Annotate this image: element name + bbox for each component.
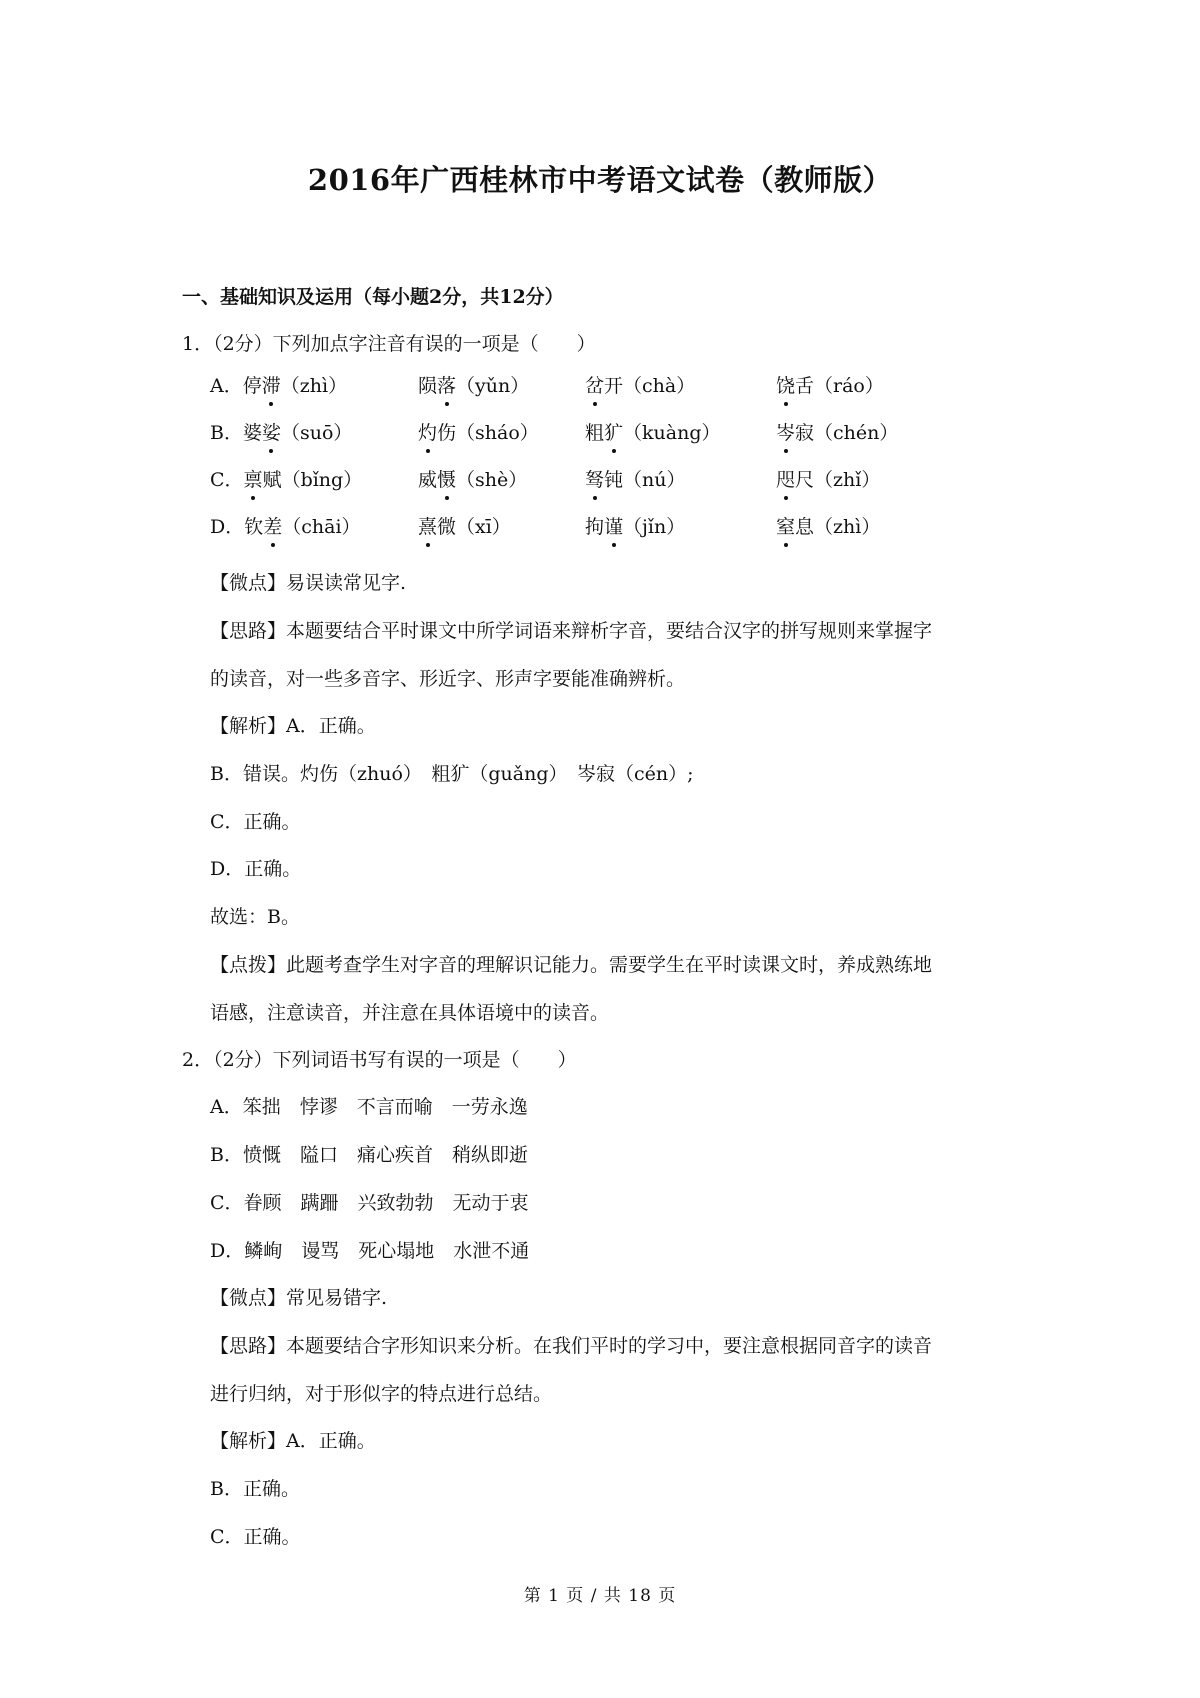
q1-jiexi: 【解析】A．正确。 <box>210 715 376 737</box>
option-text-suffix: 寂（chén） <box>795 422 899 444</box>
dotted-character: 落 <box>437 375 457 397</box>
q1-option-d-item-3 <box>585 514 685 540</box>
option-text-suffix: 尺（zhǐ） <box>795 469 881 491</box>
dotted-character: 禀 <box>243 469 263 491</box>
option-text-suffix: （suō） <box>280 422 353 444</box>
dotted-character: 岔 <box>585 375 605 397</box>
q2-jiexi-c: C．正确。 <box>210 1526 301 1548</box>
option-text-suffix: （shè） <box>456 469 528 491</box>
dotted-character: 驽 <box>585 469 605 491</box>
dotted-character: 滞 <box>261 375 281 397</box>
q2-option-c: C．眷顾 蹒跚 兴致勃勃 无动于衷 <box>210 1192 529 1214</box>
q1-option-a-item-2 <box>418 373 529 399</box>
option-text-prefix: 拘 <box>585 516 605 538</box>
q1-option-d-item-2 <box>418 514 511 540</box>
option-text-prefix: D．钦 <box>210 516 264 538</box>
q1-option-d-item-4 <box>776 514 880 540</box>
option-text-suffix: 钝（nú） <box>604 469 686 491</box>
option-text-suffix: 赋（bǐng） <box>262 469 363 491</box>
q1-silu-line-1: 【思路】本题要结合平时课文中所学词语来辩析字音，要结合汉字的拼写规则来掌握字 <box>210 620 933 642</box>
q1-option-b-item-2 <box>418 420 539 446</box>
dotted-character: 谨 <box>604 516 624 538</box>
page-footer: 第 1 页 / 共 18 页 <box>523 1586 677 1606</box>
q2-weidian: 【微点】常见易错字. <box>210 1287 388 1309</box>
dotted-character: 熹 <box>418 516 438 538</box>
option-text-suffix: 息（zhì） <box>795 516 881 538</box>
dotted-character: 饶 <box>776 375 796 397</box>
option-text-prefix: 陨 <box>418 375 438 397</box>
dotted-character: 窒 <box>776 516 796 538</box>
option-text-prefix: B．婆 <box>210 422 262 444</box>
q1-dianbo-line-2: 语感，注意读音，并注意在具体语境中的读音。 <box>210 1002 610 1024</box>
q2-option-d: D．鳞峋 谩骂 死心塌地 水泄不通 <box>210 1240 530 1262</box>
dotted-character: 慑 <box>437 469 457 491</box>
q1-jiexi-b: B．错误。灼伤（zhuó） 粗犷（guǎng） 岑寂（cén）; <box>210 763 694 785</box>
q1-option-c-item-4 <box>776 467 880 493</box>
dotted-character: 岑 <box>776 422 796 444</box>
section-heading: 一、基础知识及运用（每小题2分，共12分） <box>182 286 564 308</box>
option-text-prefix: 粗 <box>585 422 605 444</box>
dotted-character: 娑 <box>261 422 281 444</box>
q1-option-c-item-1 <box>210 467 362 493</box>
dotted-character: 差 <box>263 516 283 538</box>
dotted-character: 咫 <box>776 469 796 491</box>
q2-option-b: B．愤慨 隘口 痛心疾首 稍纵即逝 <box>210 1144 528 1166</box>
question-1-stem: 1．（2分）下列加点字注音有误的一项是（ ） <box>182 333 596 355</box>
q1-option-a-item-4 <box>776 373 884 399</box>
q1-weidian: 【微点】易误读常见字. <box>210 572 407 594</box>
option-text-suffix: （kuàng） <box>623 422 721 444</box>
option-text-suffix: 伤（sháo） <box>437 422 539 444</box>
q1-option-c-item-2 <box>418 467 527 493</box>
option-text-suffix: （jǐn） <box>623 516 686 538</box>
option-text-suffix: 微（xī） <box>437 516 511 538</box>
q1-option-b-item-4 <box>776 420 898 446</box>
option-text-prefix: 威 <box>418 469 438 491</box>
q2-jiexi: 【解析】A．正确。 <box>210 1430 376 1452</box>
option-text-suffix: （zhì） <box>280 375 348 397</box>
q1-answer: 故选：B。 <box>210 906 300 928</box>
q2-silu-line-1: 【思路】本题要结合字形知识来分析。在我们平时的学习中，要注意根据同音字的读音 <box>210 1335 933 1357</box>
q1-dianbo-line-1: 【点拨】此题考查学生对字音的理解识记能力。需要学生在平时读课文时，养成熟练地 <box>210 954 933 976</box>
option-text-prefix: A．停 <box>210 375 262 397</box>
q2-option-a: A．笨拙 悖谬 不言而喻 一劳永逸 <box>210 1096 528 1118</box>
q1-option-a-item-3 <box>585 373 695 399</box>
q2-jiexi-b: B．正确。 <box>210 1478 300 1500</box>
q2-silu-line-2: 进行归纳，对于形似字的特点进行总结。 <box>210 1383 553 1405</box>
q1-silu-line-2: 的读音，对一些多音字、形近字、形声字要能准确辨析。 <box>210 668 686 690</box>
dotted-character: 犷 <box>604 422 624 444</box>
document-title: 2016年广西桂林市中考语文试卷（教师版） <box>307 163 893 197</box>
question-2-stem: 2．（2分）下列词语书写有误的一项是（ ） <box>182 1049 577 1071</box>
option-text-suffix: （yǔn） <box>456 375 530 397</box>
q1-option-b-item-3 <box>585 420 721 446</box>
q1-option-c-item-3 <box>585 467 686 493</box>
q1-option-d-item-1 <box>210 514 361 540</box>
option-text-suffix: 开（chà） <box>604 375 696 397</box>
q1-option-b-item-1 <box>210 420 352 446</box>
q1-jiexi-c: C．正确。 <box>210 811 301 833</box>
option-text-suffix: 舌（ráo） <box>795 375 884 397</box>
q1-option-a-item-1 <box>210 373 347 399</box>
option-text-suffix: （chāi） <box>282 516 361 538</box>
dotted-character: 灼 <box>418 422 438 444</box>
q1-jiexi-d: D．正确。 <box>210 858 302 880</box>
option-text-prefix: C． <box>210 469 244 491</box>
